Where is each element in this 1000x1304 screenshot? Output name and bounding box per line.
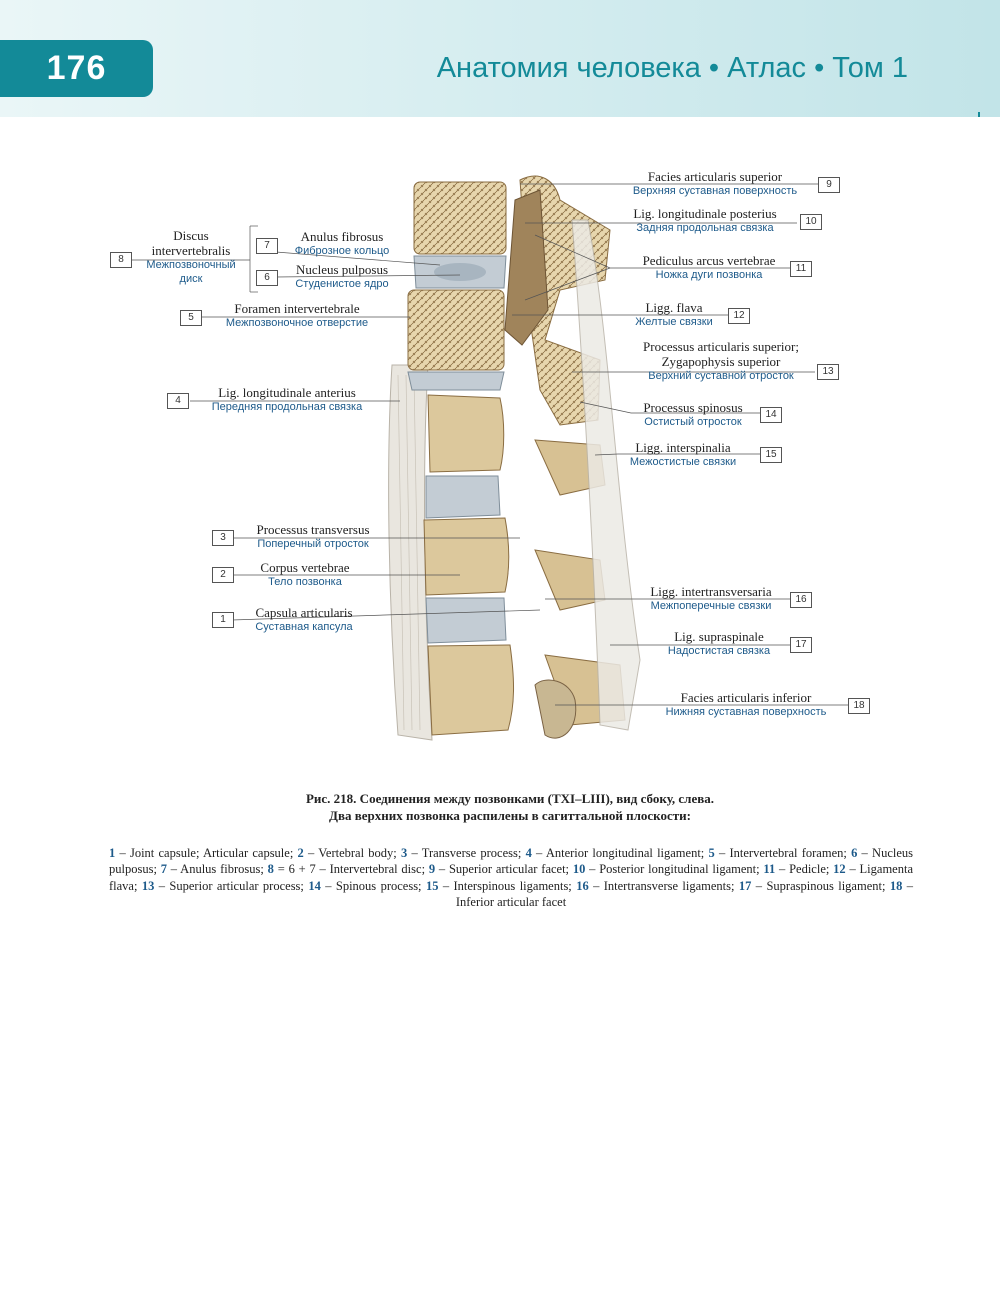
label-number-5: 5 — [180, 310, 202, 326]
legend-number: 17 — [738, 878, 752, 893]
legend-number: 5 — [708, 846, 715, 860]
label-number-9: 9 — [818, 177, 840, 193]
page-number: 176 — [0, 40, 153, 97]
legend-text: – Vertebral body; — [303, 846, 402, 860]
legend-number: 11 — [763, 862, 776, 877]
label-number-12: 12 — [728, 308, 750, 324]
vertebra-body-5 — [428, 645, 514, 735]
legend-number: 1 — [109, 846, 116, 860]
label-anulus-fibrosus: Anulus fibrosus Фиброзное кольцо — [294, 229, 390, 257]
legend-number: 4 — [525, 846, 532, 860]
legend-number: 9 — [428, 862, 436, 877]
label-ligg-intertransversaria: Ligg. intertransversaria Межпоперечные связки — [650, 584, 772, 612]
label-discus-intervertebralis: Discus intervertebralis Межпозвоночный диск — [146, 228, 236, 285]
sectioned-disc-2 — [408, 372, 504, 390]
legend-number: 14 — [308, 878, 321, 893]
label-number-14: 14 — [760, 407, 782, 423]
caption-line-2: Два верхних позвонка распилены в сагиттальной плоскости: — [329, 808, 691, 823]
legend-number: 12 — [833, 862, 846, 877]
label-processus-transversus: Processus transversus Поперечный отросток — [256, 522, 370, 550]
legend-text: – Superior articular process; — [154, 878, 309, 893]
legend-text: – Nucleus pulposus; — [109, 846, 913, 877]
label-number-2: 2 — [212, 567, 234, 583]
label-number-17: 17 — [790, 637, 812, 653]
legend-number: 8 — [267, 862, 274, 877]
legend-text: – Ligamenta flava; — [109, 862, 913, 893]
figure-legend — [109, 845, 913, 911]
legend-number: 7 — [160, 862, 167, 877]
label-pediculus-arcus-vertebrae: Pediculus arcus vertebrae Ножка дуги позвонка — [642, 253, 776, 281]
label-corpus-vertebrae: Corpus vertebrae Тело позвонка — [260, 560, 350, 588]
legend-number: 13 — [141, 878, 155, 893]
label-number-3: 3 — [212, 530, 234, 546]
label-ligg-interspinalia: Ligg. interspinalia Межостистые связки — [629, 440, 737, 468]
legend-text: – Anterior longitudinal ligament; — [531, 846, 709, 860]
label-number-10: 10 — [800, 214, 822, 230]
legend-text: – Anulus fibrosus; — [166, 862, 268, 877]
legend-number: 2 — [297, 846, 304, 860]
spine-figure — [0, 140, 1000, 780]
label-nucleus-pulposus: Nucleus pulposus Студенистое ядро — [295, 262, 389, 290]
label-processus-spinosus: Processus spinosus Остистый отросток — [643, 400, 743, 428]
label-number-4: 4 — [167, 393, 189, 409]
legend-text: – Posterior longitudinal ligament; — [585, 862, 764, 877]
sectioned-vertebra-1 — [414, 182, 506, 254]
legend-number: 10 — [572, 862, 586, 877]
label-number-18: 18 — [848, 698, 870, 714]
legend-text: – Joint capsule; Articular capsule; — [115, 846, 298, 860]
legend-number: 3 — [401, 846, 408, 860]
legend-number: 6 — [851, 846, 858, 860]
label-number-11: 11 — [790, 261, 812, 277]
legend-text: = 6 + 7 – Intervertebral disc; — [273, 862, 429, 877]
vertebra-body-3 — [428, 395, 504, 472]
inferior-facet-shape — [535, 680, 576, 738]
label-number-7: 7 — [256, 238, 278, 254]
label-number-1: 1 — [212, 612, 234, 628]
label-facies-articularis-inferior: Facies articularis inferior Нижняя суставная поверхность — [665, 690, 827, 718]
header-tick — [978, 112, 980, 117]
legend-text: – Superior articular facet; — [435, 862, 573, 877]
label-number-8: 8 — [110, 252, 132, 268]
legend-text: – Inferior articular facet — [455, 878, 914, 910]
label-facies-articularis-superior: Facies articularis superior Верхняя суставная поверхность — [632, 169, 798, 197]
sectioned-vertebra-2 — [408, 290, 504, 370]
vertebra-body-4 — [424, 518, 509, 595]
label-processus-articularis-superior: Processus articularis superior; Zygapophysis superior Верхний суставной отросток — [643, 339, 799, 382]
label-capsula-articularis: Capsula articularis Суставная капсула — [255, 605, 353, 633]
label-lig-longitudinale-anterius: Lig. longitudinale anterius Передняя продольная связка — [211, 385, 363, 413]
legend-text: – Interspinous ligaments; — [438, 878, 577, 893]
legend-text: – Intertransverse ligaments; — [588, 878, 739, 893]
legend-text: – Intervertebral foramen; — [714, 846, 852, 860]
label-foramen-intervertebrale: Foramen intervertebrale Межпозвоночное отверстие — [225, 301, 369, 329]
nucleus-pulposus-shape — [434, 263, 486, 281]
disc-4 — [426, 598, 506, 643]
label-lig-supraspinale: Lig. supraspinale Надостистая связка — [667, 629, 771, 657]
legend-text: – Spinous process; — [320, 878, 426, 893]
legend-number: 16 — [576, 878, 589, 893]
legend-text: – Supraspinous ligament; — [751, 878, 890, 893]
figure-caption — [100, 790, 920, 824]
label-number-15: 15 — [760, 447, 782, 463]
legend-number: 15 — [425, 878, 439, 893]
label-number-6: 6 — [256, 270, 278, 286]
label-number-13: 13 — [817, 364, 839, 380]
caption-line-1: Рис. 218. Соединения между позвонками (TXI–LIII), вид сбоку, слева. — [305, 791, 714, 806]
book-title: Анатомия человека • Атлас • Том 1 — [436, 52, 908, 84]
legend-number: 18 — [889, 878, 903, 893]
legend-text: – Transverse process; — [407, 846, 526, 860]
disc-3 — [426, 476, 500, 518]
label-ligg-flava: Ligg. flava Желтые связки — [635, 300, 713, 328]
label-lig-longitudinale-posterius: Lig. longitudinale posterius Задняя продольная связка — [633, 206, 777, 234]
label-number-16: 16 — [790, 592, 812, 608]
legend-text: – Pedicle; — [775, 862, 834, 877]
